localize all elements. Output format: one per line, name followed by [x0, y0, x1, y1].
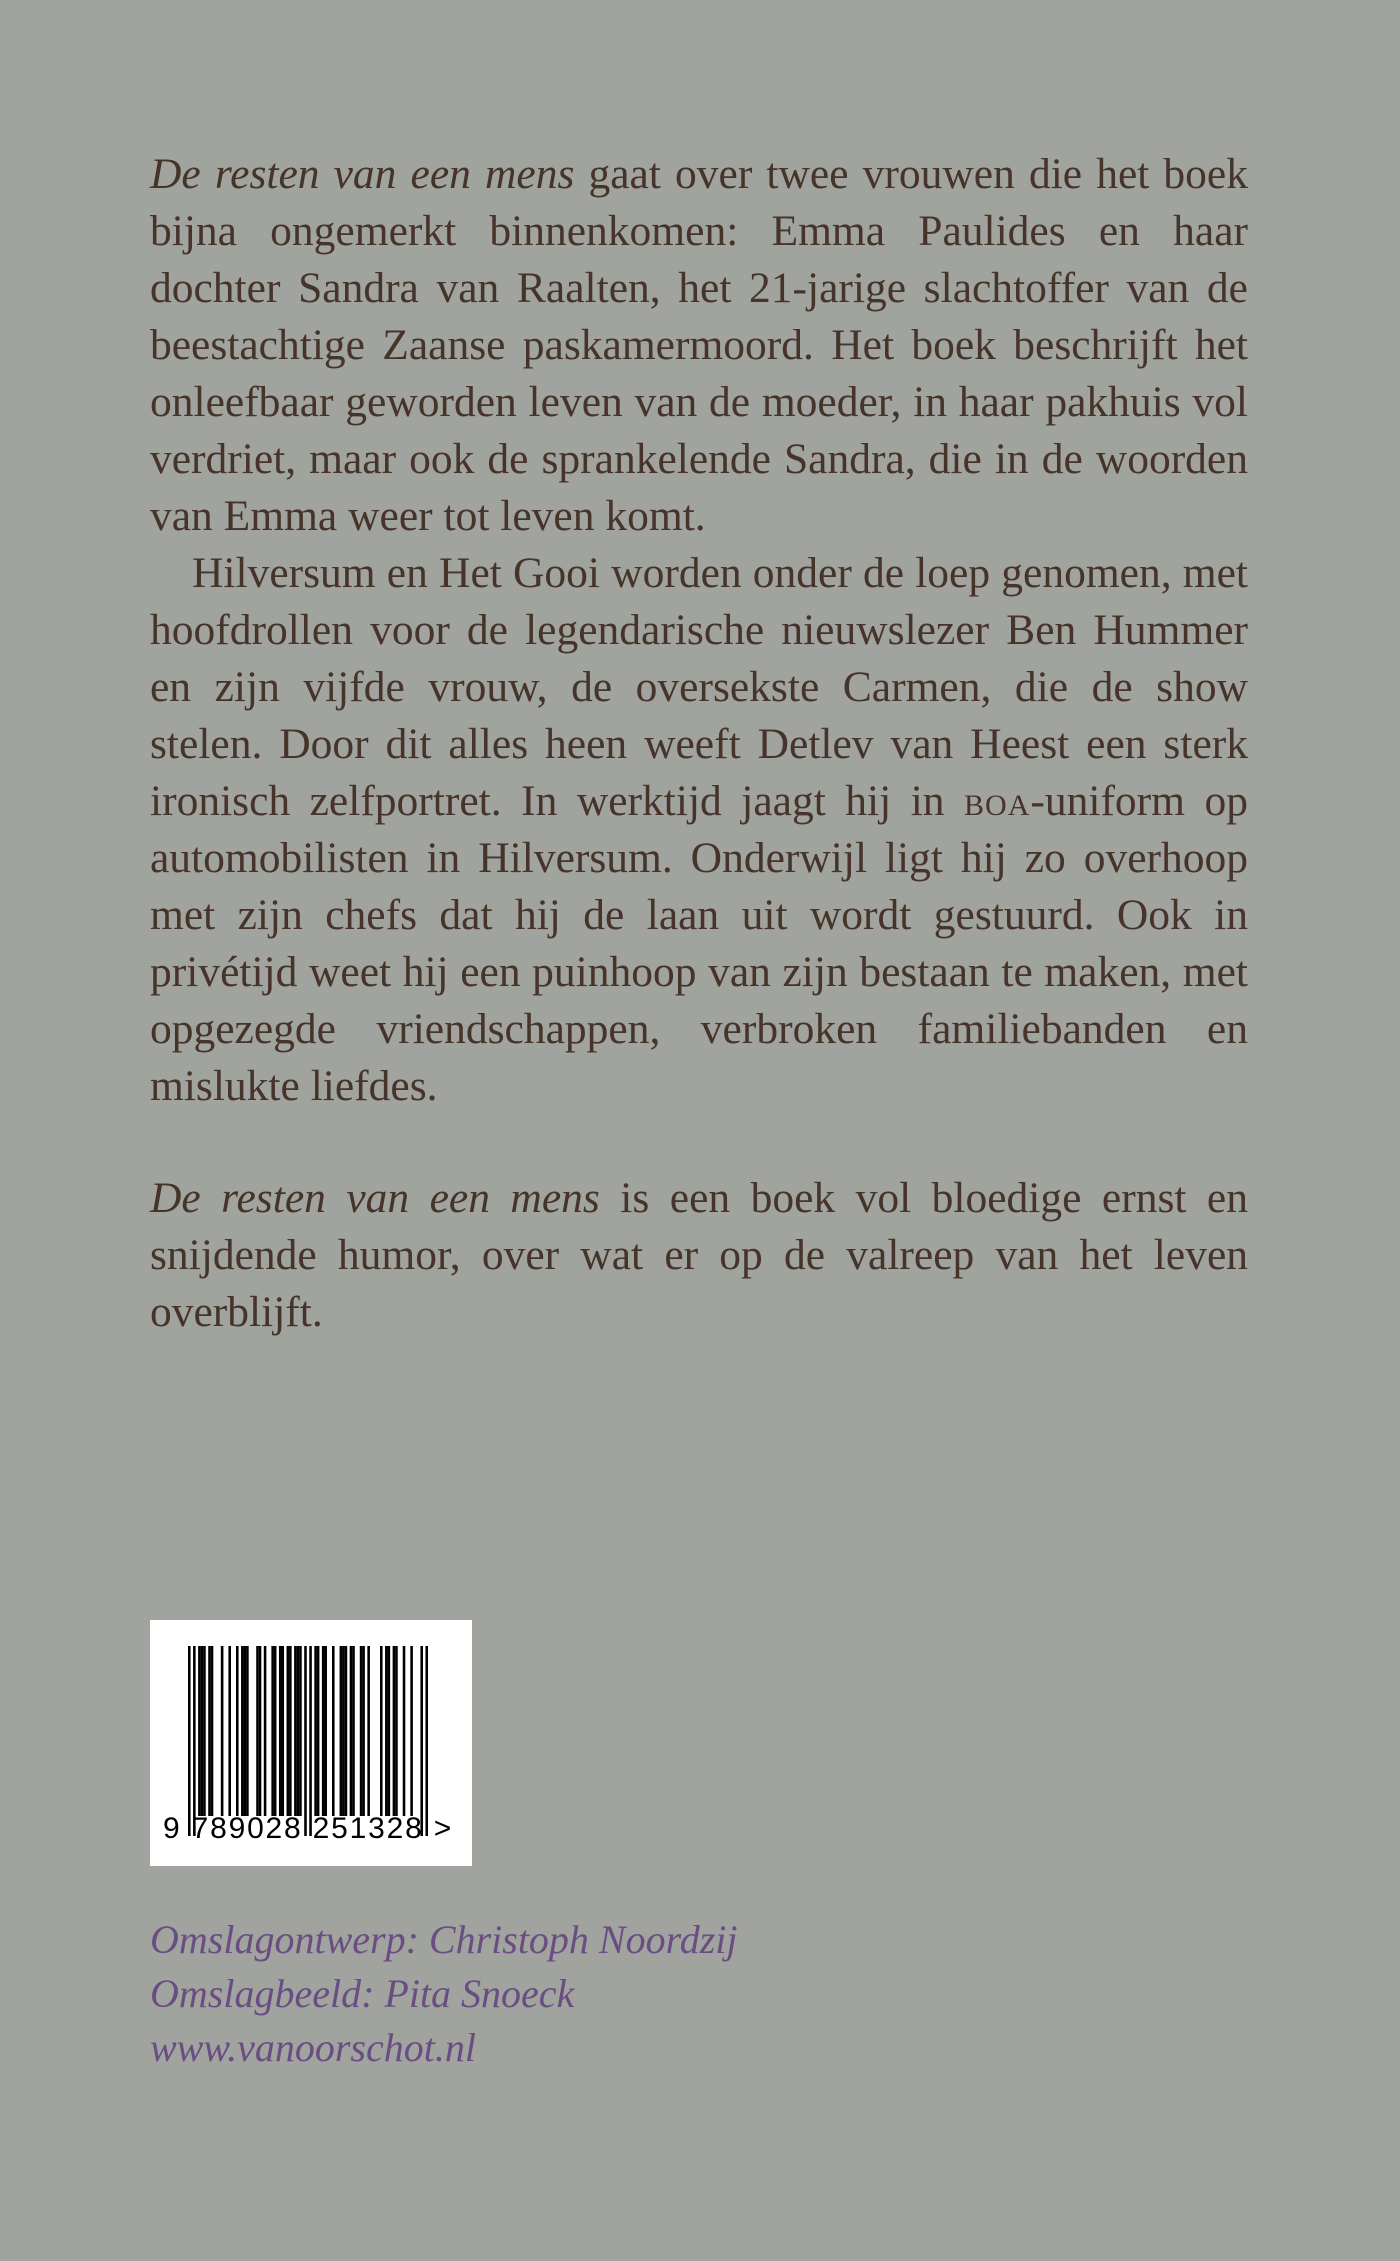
barcode-bar — [201, 1646, 204, 1816]
barcode-bar — [244, 1646, 247, 1816]
barcode-bar — [350, 1646, 353, 1816]
barcode-bar — [294, 1646, 297, 1816]
book-title: De resten van een mens — [150, 150, 575, 198]
barcode-bar — [342, 1646, 345, 1816]
barcode-bar — [256, 1646, 259, 1816]
book-title: De resten van een mens — [150, 1174, 600, 1222]
barcode-bar — [324, 1646, 327, 1816]
barcode-bar — [279, 1646, 282, 1816]
barcode-bar — [198, 1646, 201, 1816]
barcode-bar — [393, 1646, 396, 1816]
cover-design-credit: Omslagontwerp: Christoph Noordzij — [150, 1917, 738, 1962]
barcode-bar — [360, 1646, 363, 1816]
barcode-bar — [271, 1646, 274, 1816]
barcode-bar — [236, 1646, 239, 1816]
barcode-bar — [420, 1646, 423, 1836]
blurb-text: is een boek vol bloedige ernst en snijdende humor, over wat er op de valreep van het leven overblijft. — [150, 1174, 1248, 1336]
barcode-bar — [425, 1646, 428, 1836]
barcode-bar — [241, 1646, 244, 1816]
barcode-bar — [188, 1646, 191, 1836]
barcode-bar — [385, 1646, 388, 1816]
credits — [150, 1913, 737, 2075]
blurb-text: gaat over twee vrouwen die het boek bijna ongemerkt binnenkomen: Emma Paulides en haar dochter Sandra van Raalten, het 21-jarige slachtoffer van de beestachtige Zaanse paskamermoord. Het boek beschrijft het onleefbaar geworden leven van de moeder, in haar pakhuis vol verdriet, maar ook de sprankelende Sandra, die in de woorden van Emma weer tot leven komt. — [150, 150, 1248, 540]
barcode-bar — [340, 1646, 343, 1816]
barcode-bar — [274, 1646, 277, 1816]
barcode-bar — [193, 1646, 196, 1836]
abbreviation: boa — [964, 777, 1031, 825]
barcode-bar — [367, 1646, 370, 1816]
barcode-bar — [246, 1646, 249, 1816]
publisher-website[interactable]: www.vanoorschot.nl — [150, 2025, 476, 2070]
isbn-barcode — [150, 1620, 472, 1866]
barcode-bar — [221, 1646, 224, 1816]
barcode-bar — [281, 1646, 284, 1816]
blurb — [150, 146, 1248, 1341]
barcode-bar — [345, 1646, 348, 1816]
barcode-bar — [228, 1646, 231, 1816]
barcode-bar — [388, 1646, 391, 1816]
barcode-bar — [317, 1646, 320, 1816]
barcode-bar — [299, 1646, 302, 1816]
barcode-bar — [314, 1646, 317, 1816]
barcode-bar — [332, 1646, 335, 1816]
barcode-bar — [410, 1646, 413, 1816]
blurb-paragraph-2 — [150, 545, 1248, 1115]
barcode-bar — [211, 1646, 214, 1816]
barcode-bar — [203, 1646, 206, 1816]
barcode-bar — [309, 1646, 312, 1836]
barcode-bar — [289, 1646, 292, 1816]
barcode-bar — [352, 1646, 355, 1816]
blurb-paragraph-1 — [150, 146, 1248, 545]
barcode-bar — [287, 1646, 290, 1816]
blurb-text: Hilversum en Het Gooi worden onder de loep genomen, met hoofdrollen voor de legendarische nieuwslezer Ben Hummer en zijn vijfde vrouw, de oversekste Carmen, die de show stelen. Door dit alles heen weeft Detlev van Heest een sterk ironisch zelfportret. In werktijd jaagt hij in — [150, 549, 1248, 825]
isbn-digits: 9 789028 251328 > — [163, 1812, 454, 1845]
barcode-bar — [304, 1646, 307, 1836]
barcode-bar — [322, 1646, 325, 1816]
barcode-bar — [403, 1646, 406, 1816]
barcode-bar — [362, 1646, 365, 1816]
barcode-bars — [188, 1646, 428, 1836]
cover-image-credit: Omslagbeeld: Pita Snoeck — [150, 1971, 575, 2016]
barcode-bar — [208, 1646, 211, 1816]
barcode-bar — [264, 1646, 267, 1816]
blurb-text: -uniform op automobilisten in Hilversum. Onderwijl ligt hij zo overhoop met zijn chefs dat hij de laan uit wordt gestuurd. Ook in privétijd weet hij een puinhoop van zijn bestaan te maken, met opgezegde vriendschappen, verbroken familiebanden en mislukte liefdes. — [150, 777, 1248, 1110]
barcode-bar — [297, 1646, 300, 1816]
barcode-bar — [380, 1646, 383, 1816]
barcode-bar — [259, 1646, 262, 1816]
barcode-bar — [395, 1646, 398, 1816]
blurb-paragraph-3 — [150, 1170, 1248, 1341]
